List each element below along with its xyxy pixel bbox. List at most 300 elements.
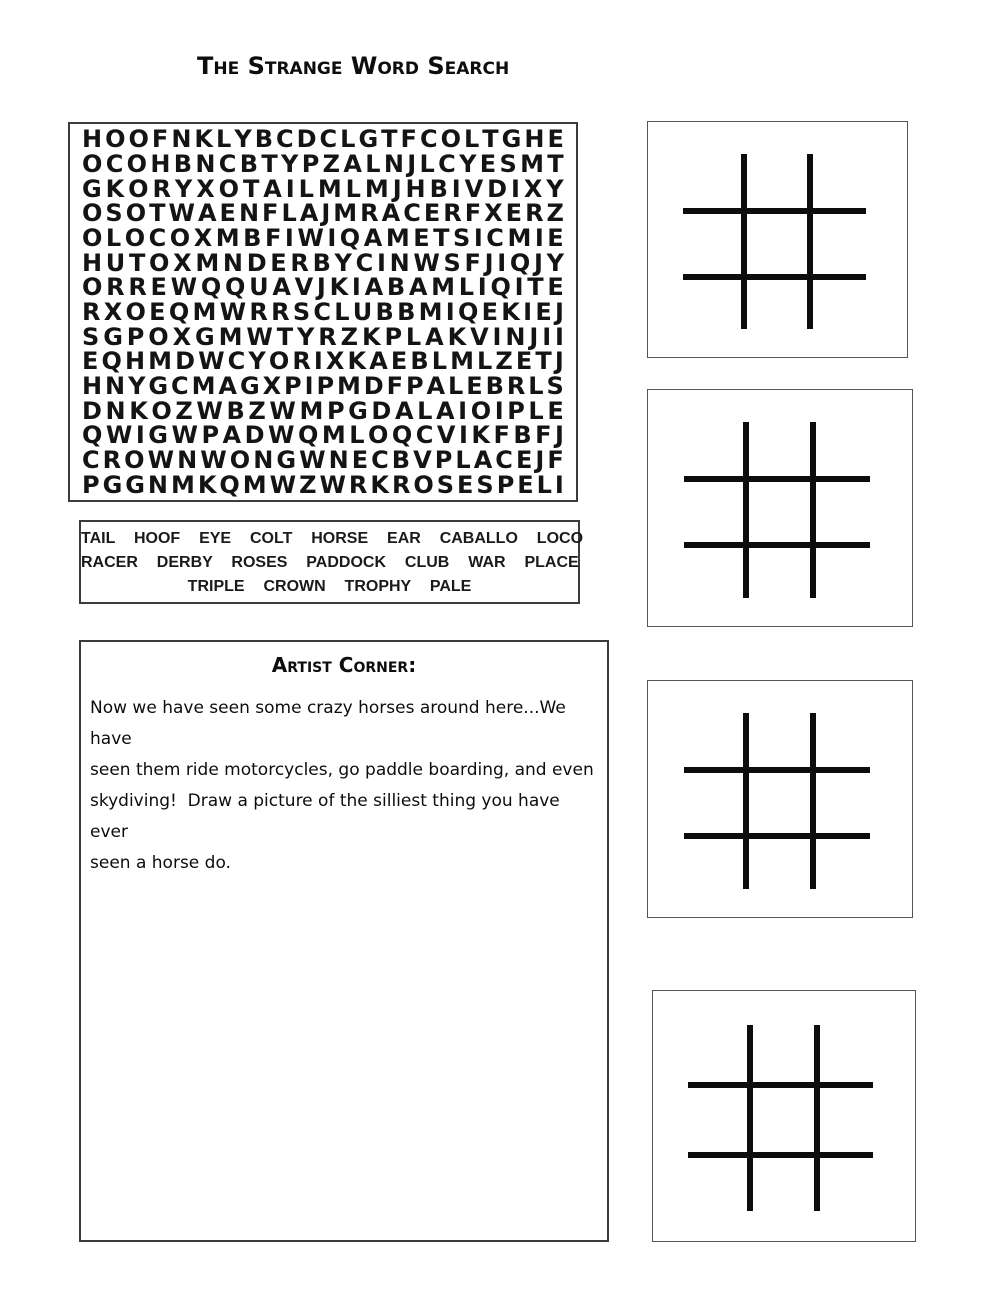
word-search-letter: N [105,396,126,425]
word-search-letter: G [148,372,169,401]
word-search-letter: O [125,298,146,327]
word-search-letter: W [200,446,227,475]
word-search-letter: I [477,273,487,302]
word-search-letter: E [466,372,483,401]
word-list-line: RACER DERBY ROSES PADDOCK CLUB WAR PLACE [81,553,579,571]
word-search-letter: C [171,372,189,401]
grid-vertical-bar [743,713,749,889]
word-search-box [68,122,578,502]
word-search-letter: X [325,347,345,376]
word-search-letter: R [152,174,171,203]
word-search-letter: X [103,298,123,327]
word-search-row [70,324,576,349]
word-search-letter: E [547,125,564,154]
artist-corner-paragraph [90,693,599,879]
word-search-letter: R [348,470,368,499]
grid-vertical-bar [741,154,747,329]
word-search-letter: Z [248,396,266,425]
word-search-letter: R [318,322,337,351]
word-search-letter: K [197,470,217,499]
word-search-letter: Z [495,347,513,376]
word-search-letter: X [262,372,282,401]
word-search-letter: W [168,199,195,228]
word-search-row [70,201,576,226]
word-search-letter: F [464,248,481,277]
word-search-letter: O [124,446,145,475]
word-search-letter: Y [174,174,193,203]
word-search-letter: L [528,372,544,401]
word-search-letter: O [440,125,461,154]
word-search-letter: J [529,322,539,351]
word-search-letter: Y [281,150,299,178]
word-search-letter: E [505,199,523,228]
word-search-letter: M [336,372,361,401]
word-search-row [70,300,576,325]
word-search-letter: V [464,174,484,203]
word-search-letter: X [523,174,543,203]
word-search-letter: Y [459,150,477,178]
word-search-letter: T [261,150,278,178]
word-search-letter: W [267,421,295,450]
tic-tac-toe-grid-icon [648,681,912,917]
word-search-letter: C [355,248,374,277]
word-search-letter: W [170,273,198,302]
word-search-letter: A [272,273,291,302]
word-search-letter: N [171,125,192,154]
word-search-letter: Q [224,273,246,302]
word-search-letter: P [406,372,424,401]
word-search-letter: I [327,224,337,253]
word-search-letter: D [82,396,102,425]
word-search-letter: Y [546,174,564,203]
word-search-letter: J [392,174,402,203]
word-search-letter: A [436,396,455,425]
word-search-letter: E [515,446,533,475]
word-search-letter: A [425,322,444,351]
word-search-letter: I [135,421,145,450]
tic-tac-toe-box-2 [647,389,913,627]
word-search-letter: G [103,322,123,351]
word-search-letter: G [194,322,215,351]
grid-horizontal-bar [688,1082,873,1088]
word-search-letter: X [193,224,213,253]
word-search-letter: M [170,470,195,499]
word-search-letter: P [496,470,515,499]
word-search-letter: N [383,150,404,178]
word-search-letter: D [246,248,267,277]
word-search-letter: K [370,470,389,499]
word-search-letter: W [246,322,273,351]
word-search-letter: C [486,224,504,253]
word-search-letter: R [360,199,379,228]
word-search-letter: C [403,199,421,228]
word-search-letter: B [254,125,273,154]
word-search-letter: A [364,273,384,302]
word-search-letter: W [198,347,225,376]
word-search-letter: Q [490,273,511,302]
word-search-letter: X [196,174,215,203]
word-search-letter: I [458,421,468,450]
word-search-letter: I [523,298,533,327]
word-search-letter: I [445,298,455,327]
word-search-letter: T [242,174,260,203]
word-search-letter: N [505,322,526,351]
word-search-letter: I [492,322,502,351]
word-search-letter: Q [168,298,190,327]
word-search-letter: M [299,396,324,425]
word-search-letter: G [358,125,379,154]
word-search-letter: E [82,347,99,376]
word-search-letter: P [284,372,302,401]
word-search-letter: M [520,150,544,178]
word-search-letter: H [124,347,146,376]
word-search-letter: B [391,446,411,475]
word-search-letter: Q [457,298,479,327]
word-search-letter: G [148,421,168,450]
word-search-letter: E [149,298,166,327]
word-search-letter: A [197,199,217,228]
word-search-letter: Q [297,421,319,450]
word-search-letter: M [418,298,443,327]
word-search-letter: F [547,446,564,475]
word-search-letter: L [349,421,365,450]
word-search-letter: R [82,298,101,327]
word-search-letter: D [487,174,508,203]
word-search-letter: O [268,347,290,376]
word-search-letter: B [243,224,262,253]
word-search-letter: J [407,150,417,178]
word-search-letter: O [368,421,389,450]
word-search-letter: B [226,396,245,425]
word-search-letter: M [364,174,389,203]
word-search-letter: T [149,199,166,228]
word-search-letter: I [534,224,544,253]
word-search-letter: S [105,199,123,228]
word-search-letter: Z [175,396,193,425]
word-search-letter: E [219,199,236,228]
word-search-letter: M [385,224,410,253]
tic-tac-toe-grid-icon [648,390,912,626]
word-search-letter: W [319,470,346,499]
word-search-letter: I [284,224,294,253]
word-search-letter: O [128,174,149,203]
word-search-letter: A [381,199,401,228]
word-search-letter: I [510,174,520,203]
word-search-letter: J [535,446,545,475]
word-search-letter: U [352,298,373,327]
grid-horizontal-bar [683,208,866,214]
word-search-letter: A [218,372,237,401]
word-search-row [70,152,576,177]
word-search-letter: E [423,199,441,228]
word-search-letter: F [151,125,169,154]
word-search-letter: E [457,470,474,499]
word-search-letter: R [249,298,268,327]
word-search-letter: B [375,298,394,327]
word-search-letter: J [554,347,564,376]
word-search-letter: P [384,322,403,351]
word-search-letter: A [263,174,282,203]
word-search-letter: E [547,396,564,425]
word-search-row [70,250,576,275]
word-search-letter: N [328,446,349,475]
word-search-letter: I [285,174,295,203]
word-search-letter: E [390,347,408,376]
word-search-letter: H [405,174,426,203]
artist-corner-line: skydiving! Draw a picture of the silliest thing you have ever [90,791,566,842]
word-search-letter: O [151,396,172,425]
word-search-letter: N [389,248,410,277]
word-search-letter: L [528,396,544,425]
word-search-letter: J [484,248,494,277]
word-search-letter: L [334,298,350,327]
tic-tac-toe-box-3 [647,680,913,918]
artist-corner-line: seen a horse do. [90,853,231,873]
word-search-letter: Q [339,224,361,253]
grid-horizontal-bar [688,1152,873,1158]
word-search-row [70,374,576,399]
word-search-letter: M [195,248,220,277]
word-search-letter: F [493,421,510,450]
word-search-letter: H [82,248,103,277]
word-search-letter: W [147,446,175,475]
word-search-letter: L [448,372,464,401]
word-search-letter: U [249,273,269,302]
word-search-letter: K [471,421,490,450]
word-search-letter: S [292,298,311,327]
word-search-letter: R [128,273,147,302]
word-search-letter: C [495,446,513,475]
word-search-letter: B [485,372,504,401]
word-search-letter: T [482,125,499,154]
word-search-letter: L [216,125,232,154]
word-search-letter: L [417,396,433,425]
word-search-letter: Y [334,248,352,277]
word-search-letter: N [147,470,168,499]
word-search-letter: X [484,199,503,228]
word-search-letter: R [271,298,290,327]
grid-horizontal-bar [684,767,870,773]
word-search-letter: C [319,125,338,154]
word-search-letter: C [218,150,237,178]
word-search-letter: I [451,174,461,203]
word-search-letter: H [82,125,103,154]
word-search-letter: K [347,347,367,376]
word-search-letter: F [400,125,417,154]
word-search-letter: E [547,273,564,302]
word-search-letter: M [218,322,243,351]
word-search-letter: H [82,372,103,401]
word-search-letter: A [363,224,383,253]
word-search-letter: L [281,199,297,228]
word-search-letter: H [150,150,171,178]
grid-vertical-bar [807,154,813,329]
word-search-letter: S [546,372,564,401]
word-search-letter: G [125,470,145,499]
word-search-letter: I [473,224,483,253]
word-search-letter: L [340,125,356,154]
word-list-line: TRIPLE CROWN TROPHY PALE [187,577,472,595]
word-search-letter: J [555,421,564,450]
word-search-letter: M [191,372,216,401]
word-search-row [70,176,576,201]
word-search-letter: E [517,470,534,499]
word-search-letter: T [381,125,398,154]
word-search-letter: T [276,322,294,351]
word-search-row [70,398,576,423]
word-search-letter: G [348,396,368,425]
word-search-letter: S [443,248,461,277]
word-search-letter: O [124,224,146,253]
word-search-letter: O [105,125,126,154]
word-search-letter: K [194,125,214,154]
word-search-letter: J [316,273,326,302]
word-search-letter: G [276,446,297,475]
word-search-letter: X [173,248,192,277]
word-search-letter: R [391,470,411,499]
word-search-letter: L [419,150,435,178]
word-search-letter: D [371,396,392,425]
word-search-letter: W [269,396,296,425]
word-search-letter: O [229,446,251,475]
word-search-letter: M [507,224,532,253]
word-search-letter: Q [509,248,531,277]
word-search-letter: O [82,199,103,228]
word-search-letter: M [215,224,240,253]
tic-tac-toe-box-4 [652,990,916,1242]
word-search-letter: I [514,273,524,302]
word-search-letter: S [453,224,471,253]
word-search-letter: V [413,446,432,475]
word-search-letter: W [297,224,324,253]
grid-vertical-bar [810,422,816,598]
word-search-letter: P [201,421,220,450]
word-search-letter: R [106,273,125,302]
word-search-letter: G [82,174,102,203]
word-search-letter: I [494,396,504,425]
grid-vertical-bar [747,1025,753,1211]
word-search-letter: P [326,396,345,425]
word-search-letter: Q [101,347,122,376]
word-search-letter: M [321,421,346,450]
word-search-letter: E [479,150,497,178]
tic-tac-toe-box-1 [647,121,908,358]
word-search-letter: T [128,248,146,277]
word-search-letter: N [238,199,260,228]
word-search-letter: I [554,470,564,499]
word-search-letter: M [450,347,474,376]
word-search-letter: O [413,470,434,499]
word-search-letter: I [351,273,361,302]
word-search-letter: Q [82,421,103,450]
word-search-letter: Z [322,150,341,178]
word-search-letter: K [361,322,381,351]
word-search-letter: M [333,199,358,228]
word-search-letter: C [419,125,438,154]
word-search-letter: M [431,273,456,302]
word-search-letter: G [102,470,123,499]
word-search-letter: H [524,125,545,154]
word-search-letter: A [369,347,388,376]
word-search-letter: I [497,248,507,277]
word-search-letter: O [128,125,149,154]
word-search-letter: M [317,174,342,203]
word-search-letter: G [239,372,260,401]
word-search-letter: W [299,446,326,475]
word-search-letter: N [105,372,126,401]
word-search-letter: S [82,322,100,351]
word-search-letter: Q [391,421,413,450]
word-search-letter: B [410,347,429,376]
word-search-letter: Y [234,125,252,154]
word-search-letter: Y [248,347,266,376]
grid-horizontal-bar [684,833,870,839]
word-search-letter: J [321,199,331,228]
word-search-letter: O [82,224,103,253]
word-search-letter: I [376,248,386,277]
word-search-letter: M [148,347,173,376]
word-search-letter: V [294,273,314,302]
word-search-letter: O [470,396,492,425]
word-list-box [79,520,584,604]
word-search-letter: L [458,273,475,302]
tic-tac-toe-grid-icon [648,122,907,357]
grid-horizontal-bar [683,274,866,280]
word-search-letter: W [105,421,133,450]
word-search-letter: N [195,150,216,178]
word-search-letter: Z [546,199,564,228]
word-search-letter: L [365,150,381,178]
word-search-letter: E [515,347,533,376]
word-search-letter: E [481,298,499,327]
word-search-letter: F [464,199,482,228]
word-search-letter: L [298,174,314,203]
word-search-letter: K [129,396,148,425]
word-search-letter: L [431,347,447,376]
word-search-letter: E [547,224,564,253]
word-search-row [70,349,576,374]
word-search-letter: B [386,273,406,302]
word-search-letter: O [126,150,148,178]
word-search-letter: B [513,421,532,450]
word-search-letter: F [386,372,404,401]
word-search-letter: M [192,298,217,327]
word-search-letter: P [507,396,525,425]
word-search-letter: U [105,248,126,277]
word-search-letter: O [125,199,147,228]
word-search-letter: D [175,347,196,376]
word-search-letter: C [82,446,100,475]
word-search-letter: D [296,125,317,154]
word-search-letter: R [292,347,311,376]
word-search-letter: Y [546,248,564,277]
word-list-line: TAIL HOOF EYE COLT HORSE EAR CABALLO LOCO [81,529,584,547]
word-search-letter: O [82,150,103,178]
word-search-letter: A [222,421,242,450]
word-search-row [70,275,576,300]
word-search-letter: L [455,446,471,475]
word-search-letter: Q [200,273,222,302]
word-search-letter: Y [128,372,146,401]
word-search-row [70,226,576,251]
grid-vertical-bar [810,713,816,889]
word-search-letter: S [476,470,494,499]
tic-tac-toe-grid-icon [653,991,915,1241]
word-search-letter: J [533,248,543,277]
word-search-row [70,448,576,473]
word-search-letter: I [458,396,468,425]
word-search-letter: N [222,248,243,277]
